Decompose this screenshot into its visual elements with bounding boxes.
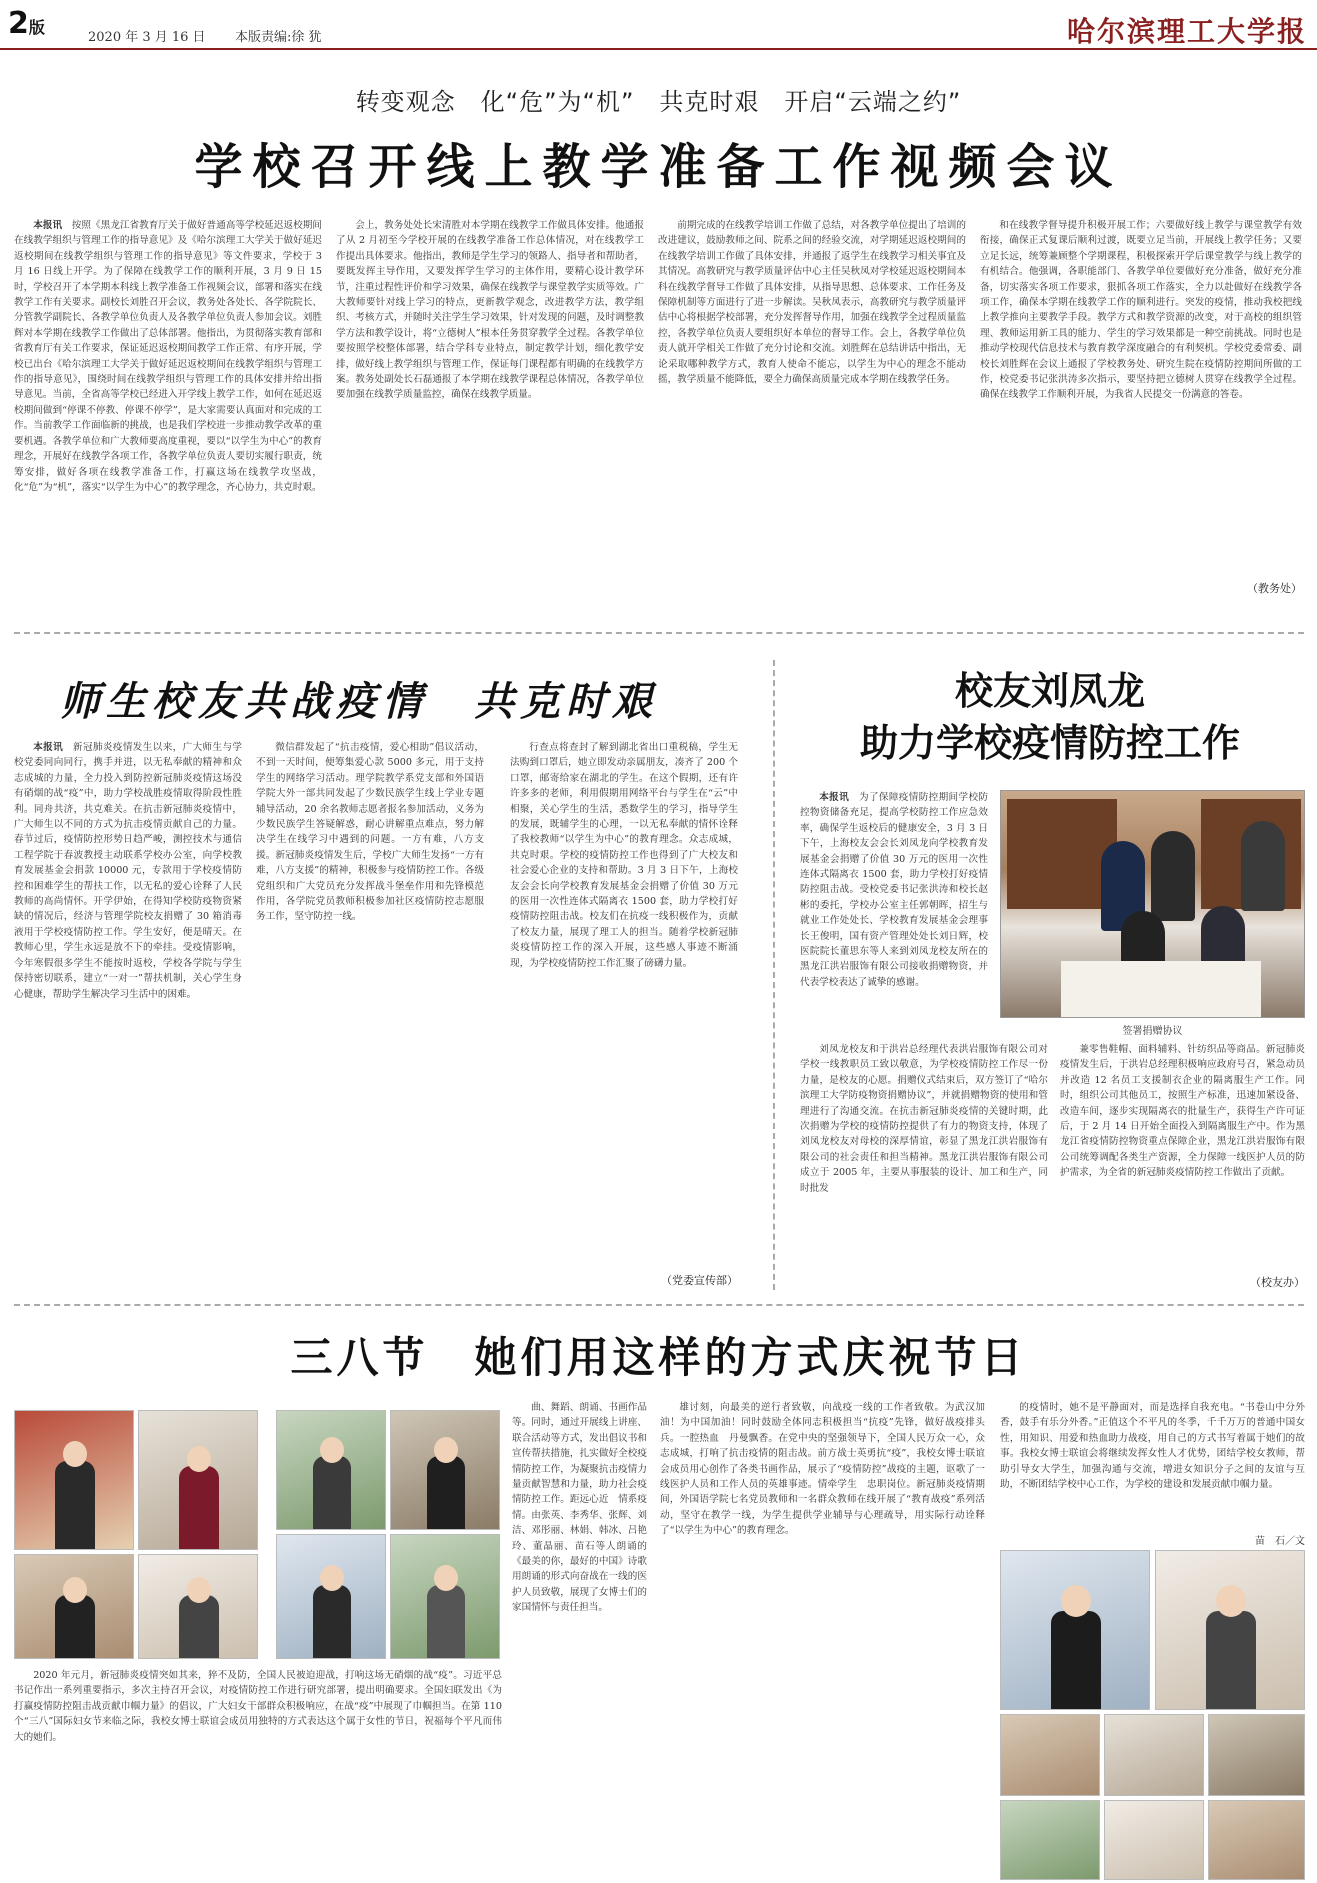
collage-photo-13 (1208, 1714, 1305, 1796)
article4-column-4 (1000, 1400, 1305, 1530)
article2-column-1 (14, 740, 242, 1288)
article3-col1-text: 为了保障疫情防控期间学校防控物资储备充足，提高学校防控工作应急效率，确保学生返校后的健康安全，3 月 3 日下午，上海校友会会长刘凤龙向学校教育发展基金会捐赠了价值 30 万元的医用一次性连体式隔离衣 1500 套，助力学校打好疫情防控阻击战。受校党委书记张洪涛和校长赵彬的委托，学校办公室主任郭朝晖，招生与就业工作处处长、学校教育发展基金会理事长王俊明，国有资产管理处处长刘日辉，校医院院长董思东等人来到刘凤龙校友所在的黑龙江洪岩服饰有限公司接收捐赠物资，并代表学校表达了诚挚的感谢。 (800, 792, 988, 988)
article2-headline: 师生校友共战疫情 共克时艰 (60, 678, 658, 725)
article3-column-2a (800, 1042, 1048, 1292)
donation-photo-caption: 签署捐赠协议 (1122, 1026, 1183, 1037)
article4-headline: 三八节 她们用这样的方式庆祝节日 (290, 1333, 1027, 1382)
article1-column-3 (658, 218, 966, 596)
collage-photo-9 (1000, 1550, 1150, 1710)
collage-photo-2 (138, 1410, 258, 1550)
column-divider (773, 660, 775, 1290)
photo-person-3 (1241, 821, 1285, 911)
article1-column-4 (980, 218, 1302, 578)
collage-photo-5 (276, 1410, 386, 1530)
photo-person-2 (1151, 831, 1195, 921)
donation-signing-photo (1000, 790, 1305, 1018)
article1-col3-text: 前期完成的在线教学培训工作做了总结，对各教学单位提出了培训的改进建议，鼓励教师之间、院系之间的经验交流，对学期延迟返校期间的在线教学培训工作做了具体安排，并通报了返学生在线教学习相关事宜及其情况。高教研究与教学质量评估中心主任吴秋凤对学校延迟返校期间本科在线教学督导工作做了具体安排，从指导思想、总体要求、工作任务及保障机制等方面进行了进一步解读。吴秋凤表示，高教研究与教学质量评估中心将根据学校部署，充分发挥督导作用，加强在线教学全过程质量监控，各教学单位负责人要组织好本单位的督导工作。会上，各教学单位负责人就开学相关工作做了充分讨论和交流。刘胜辉在总结讲话中指出，无论采取哪种教学方式，教育人使命不能忘，以学生为中心的理念不能动摇，教学质量不能降低，要全力确保高质量完成本学期在线教学任务。 (658, 220, 966, 386)
collage-photo-3 (14, 1554, 134, 1659)
article3-signature: （校友办） (1250, 1276, 1305, 1289)
article4-author: 苗 石／文 (1255, 1536, 1305, 1547)
article1-col4-text: 和在线教学督导提升积极开展工作；六要做好线上教学与课堂教学有效衔接，确保正式复课后顺利过渡，既要立足当前，开展线上教学任务；又要立足长远，统筹兼顾整个学期课程，积极探索开学后课堂教学与线上教学的有机结合。他强调，各职能部门、各教学单位要做好充分准备，做好充分准备，切实落实各项工作要求，狠抓各项工作落实，全力以赴做好在线教学各项工作，确保本学期在线教学工作的顺利进行。突发的疫情，推动我校把线上教学推向主要教学手段。教学方式和教学资源的改变，对于高校的组织管理、教师运用新工具的能力、学生的学习效果都是一种空前挑战。同时也是推动学校现代信息技术与教育教学深度融合的有利契机。学校党委常委、副校长刘胜辉在会议上通报了学校教务处、研究生院在疫情防控期间所做的工作，校党委书记张洪涛多次指示，要坚持把立德树人贯穿在线教学全过程。确保在线教学工作顺利开展，为我省人民提交一份满意的答卷。 (980, 220, 1302, 401)
collage-photo-6 (390, 1410, 500, 1530)
article1-column-2 (336, 218, 644, 596)
collage-photo-12 (1104, 1714, 1204, 1796)
page-number: 2版 (8, 6, 45, 41)
section-divider-2 (14, 1304, 1304, 1306)
collage-photo-10 (1155, 1550, 1305, 1710)
masthead (0, 0, 1317, 50)
newspaper-name: 哈尔滨理工大学报 (1066, 15, 1307, 48)
article4-col1-text: 2020 年元月，新冠肺炎疫情突如其来，猝不及防，全国人民被迫迎战，打响这场无硝烟的战“疫”。习近平总书记作出一系列重要指示，多次主持召开会议，对疫情防控工作进行研究部署，提出明确要求。全国妇联发出《为打赢疫情防控阻击战贡献巾帼力量》的倡议，广大妇女干部群众积极响应，在战“疫”中展现了巾帼担当。在第 110 个“三八”国际妇女节来临之际，我校女博士联谊会成员用独特的方式表达这个属于女性的节日，祝福每个平凡而伟大的她们。 (14, 1670, 502, 1743)
article1-col2-text: 会上，教务处处长宋清胜对本学期在线教学工作做具体安排。他通报了从 2 月初至今学校开展的在线教学准备工作总体情况，对在线教学工作提出具体要求。他指出，教师是学生学习的领路人、指导者和帮助者，要既发挥主导作用，又要发挥学生学习的主体作用，要精心设计教学环节，注重过程性评价和学习效果，确保在线教学与课堂教学实质等效。广大教师要针对线上学习的特点，更新教学观念，改进教学方法，教学组织、考核方式，并随时关注学生学习效果，针对发现的问题，及时调整教学方法和教学设计，将“立德树人”根本任务贯穿教学全过程。各教学单位要按照学校整体部署，结合学科专业特点，制定教学计划，细化教学安排，做好线上教学组织与管理工作，保证每门课程都有明确的在线教学方案。教务处副处长石磊通报了本学期在线教学课程总体情况，各教学单位要加强在线教学质量监控，确保在线教学质量。 (336, 220, 644, 401)
article1-byline: 本报讯 (33, 220, 63, 231)
article1-headline: 学校召开线上教学准备工作视频会议 (194, 139, 1123, 195)
article4-col2-text: 曲、舞蹈、朗诵、书画作品等。同时，通过开展线上讲座、联合活动等方式，发出倡议书和宣传帮扶措施，扎实做好全校疫情防控工作，为凝聚抗击疫情力量贡献智慧和力量，助力社会疫情防控工作。距远心近 情系疫情。由张英、李秀华、张辉、刘洁、邓彤丽、林娟、韩冰、吕艳玲、董晶丽、苗石等人朗诵的《最美的你，最好的中国》诗歌用朗诵的形式向奋战在一线的医护人员致敬，展现了女博士们的家国情怀与责任担当。 (512, 1402, 647, 1614)
publication-date: 2020 年 3 月 16 日 (88, 30, 206, 45)
article4-col3-text: 雄讨刻，向最美的逆行者致敬，向战疫一线的工作者致敬。为武汉加油！为中国加油！同时鼓励全体同志积极担当“抗疫”先锋，做好战疫排头兵。一腔热血 丹曼飘香。在党中央的坚强领导下，全国人民万众一心，众志成城，打响了抗击疫情的阻击战。前方战士英勇抗“疫”，我校女博士联谊会成员用心创作了各类书画作品，展示了“疫情防控”战疫的主题，讴歌了一线医护人员和工作人员的英雄事迹。情牵学生 忠职岗位。新冠肺炎疫情期间，外国语学院七名党员教师和一名群众教师在线开展了“教育战疫”系列活动，坚守在教学一线，为学生提供学业辅导与心理疏导，用实际行动诠释了“以学生为中心”的教育理念。 (660, 1402, 985, 1537)
article1-column-1 (14, 218, 322, 596)
article4-column-3 (660, 1400, 985, 1878)
article3-headline-line2: 助力学校疫情防控工作 (859, 720, 1240, 765)
article2-col2-text: 微信群发起了“抗击疫情，爱心相助”倡议活动，不到一天时间，便筹集爱心款 5000 多元，用于支持学生的网络学习活动。理学院教学系党支部和外国语学院大外一部共同发起了少数民族学生线上学业专题辅导活动，20 余名教师志愿者报名参加活动，义务为少数民族学生答疑解惑，耐心讲解重点难点，努力解决学生在线学习中遇到的问题。一方有难，八方支援。新冠肺炎疫情发生后，学校广大师生发扬“一方有难，八方支援”的精神，积极参与疫情防控工作。各级党组织和广大党员充分发挥战斗堡垒作用和先锋模范作用，各学院党员教师积极参加社区疫情防控志愿服务工作，坚守防控一线。 (256, 742, 484, 923)
article3-col2b-text: 兼零售鞋帽、面料辅料、针纺织品等商品。新冠肺炎疫情发生后，于洪岩总经理积极响应政府号召，紧急动员并改造 12 名员工支援制衣企业的隔离服生产工作。同时，组织公司其他员工，按照生产标准，迅速加紧设备、改造车间，逐步实现隔离衣的批量生产，获得生产许可证后，于 2 月 14 日开始全面投入到隔离服生产中。作为黑龙江省疫情防控物资重点保障企业，黑龙江洪岩服饰有限公司统筹调配各类生产资源，全力保障一线医护人员的防护需求，为全省的新冠肺炎疫情防控工作做出了贡献。 (1060, 1044, 1305, 1179)
page-suffix: 版 (28, 18, 45, 37)
article3-byline: 本报讯 (819, 792, 850, 803)
page-editor: 本版责编:徐 犹 (235, 30, 322, 45)
article2-signature: （党委宣传部） (661, 1274, 738, 1287)
article2-col1-text: 新冠肺炎疫情发生以来，广大师生与学校党委同向同行，携手并进，以无私奉献的精神和众志成城的力量，全力投入到防控新冠肺炎疫情这场没有硝烟的战“疫”中，助力学校战胜疫情取得阶段性胜利。同舟共济，共克难关。在抗击新冠肺炎疫情中，广大师生以不同的方式为抗击疫情贡献自己的力量。春节过后，疫情防控形势日趋严峻，测控技术与通信工程学院于春波教授主动联系学校办公室，向学校教育发展基金会捐款 10000 元，专款用于学校疫情防控和困难学生的帮扶工作，以无私的爱心诠释了人民教师的高尚情怀。开学伊始，在得知学校防疫物资紧缺的情况后，经济与管理学院校友捐赠了 30 箱消毒液用于学校疫情防控工作。学生安好，便是晴天。在教师心里，学生永远是放不下的牵挂。受疫情影响，今年寒假很多学生不能按时返校，学校各学院与学生保持密切联系，建立“一对一”帮扶机制，关心学生身心健康，帮助学生解决学习生活中的困难。 (14, 742, 242, 1000)
article3-column-1 (800, 790, 988, 1058)
article4-column-1 (14, 1668, 502, 1878)
collage-photo-14 (1000, 1800, 1100, 1880)
collage-photo-15 (1104, 1800, 1204, 1880)
article2-byline: 本报讯 (33, 742, 64, 753)
article2-col3-text: 行查点将查封了解到湖北省出口重税稿，学生无法购到口罩后，她立即发动亲属朋友，凑齐了 200 个口罩，邮寄给家在湖北的学生。在这个假期，还有许许多多的老师，利用假期用网络平台与学生在“云”中相聚，关心学生的生活，悉数学生的学习，指导学生的发展，既辅学生的心理，一以无私奉献的情怀诠释了我校教师“以学生为中心”的教育理念。众志成城，共克时艰。学校的疫情防控工作也得到了广大校友和社会爱心企业的支持和帮助。3 月 3 日下午，上海校友会会长向学校教育发展基金会捐赠了价值 30 万元的医用一次性连体式隔离衣 1500 套，助力学校打好疫情防控阻击战。校友们在抗疫一线积极作为，贡献了校友力量，展现了理工人的担当。随着学校新冠肺炎疫情防控工作的深入开展，这些感人事迹不断涌现，为学校疫情防控工作汇聚了磅礴力量。 (510, 742, 738, 969)
collage-photo-8 (390, 1534, 500, 1659)
article1-col1-text: 按照《黑龙江省教育厅关于做好普通高等学校延迟返校期间在线教学组织与管理工作的指导意见》及《哈尔滨理工大学关于做好延迟返校期间在线教学组织与管理工作的指导意见》等文件要求，学校于 3 月 16 日线上开学。为了保障在线教学工作的顺利开展，3 月 9 日 15 时，学校召开了本学期本科线上教学准备工作视频会议，部署和落实在线教学工作有关要求。副校长刘胜召开会议，教务处各处长、各学院院长、分管教学副院长、各教学单位负责人及各教学单位负责人参加会议。刘胜辉对本学期在线教学工作做出了总体部署。他指出，为贯彻落实教育部和省教育厅有关工作要求，保证延迟返校期间教学工作正常、有序开展，学校已出台《哈尔滨理工大学关于做好延迟返校期间在线教学组织与管理工作的指导意见》，围绕时间在线教学组织与管理工作的具体安排并给出指导意见。当前，全省高等学校已经进入开学线上教学工作，如何在延迟返校期间做到“停课不停教、停课不停学”，是大家需要认真面对和完成的工作。当前教学工作面临新的挑战，也是我们学校进一步推动教学改革的重要机遇。各教学单位和广大教师要高度重视，要以“以学生为中心”的教育理念，开展好在线教学各项工作，各教学单位负责人要切实履行职责，统筹安排，做好各项在线教学准备工作，打赢这场在线教学攻坚战，化“危”为“机”，落实“以学生为中心”的教学理念，齐心协力，共克时艰。 (14, 220, 322, 493)
collage-photo-11 (1000, 1714, 1100, 1796)
collage-photo-4 (138, 1554, 258, 1659)
article2-column-2 (256, 740, 484, 1288)
section-divider-1 (14, 632, 1304, 634)
article4-col4-text: 的疫情时，她不是平静面对，而是选择自我充电。“书卷山中分外香，鼓手有乐分外香。”正值这个不平凡的冬季，千千万万的普通中国女性，用知识、用爱和热血助力战疫，用自己的方式书写着属于她们的故事。我校女博士联谊会将继续发挥女性人才优势，团结学校女教师，帮助引导女大学生，加强沟通与交流，增进女知识分子之间的友谊与互助，不断团结学校中心工作，为学校的建设和发展贡献巾帼力量。 (1000, 1402, 1305, 1491)
collage-photo-1 (14, 1410, 134, 1550)
collage-photo-16 (1208, 1800, 1305, 1880)
article3-headline-line1: 校友刘凤龙 (954, 668, 1145, 713)
photo-signing-table (1061, 961, 1261, 1018)
article2-column-3 (510, 740, 738, 1270)
collage-photo-7 (276, 1534, 386, 1659)
article1-kicker: 转变观念 化“危”为“机” 共克时艰 开启“云端之约” (355, 88, 962, 116)
article3-col2a-text: 刘凤龙校友和于洪岩总经理代表洪岩服饰有限公司对学校一线教职员工致以敬意，为学校疫情防控工作尽一份力量，是校友的心愿。捐赠仪式结束后，双方签订了“哈尔滨理工大学防疫物资捐赠协议”，并就捐赠物资的使用和管理进行了沟通交流。在抗击新冠肺炎疫情的关键时期，此次捐赠为学校的疫情防控提供了有力的物资支持，体现了刘凤龙校友对母校的深厚情谊，彰显了黑龙江洪岩服饰有限公司的社会责任和担当精神。黑龙江洪岩服饰有限公司成立于 2005 年，主要从事服装的设计、加工和生产，同时批发 (800, 1044, 1048, 1194)
article1-signature: （教务处） (1247, 582, 1302, 595)
article3-column-2b (1060, 1042, 1305, 1274)
article4-column-2 (512, 1400, 647, 1878)
article3-headline (790, 665, 1310, 769)
